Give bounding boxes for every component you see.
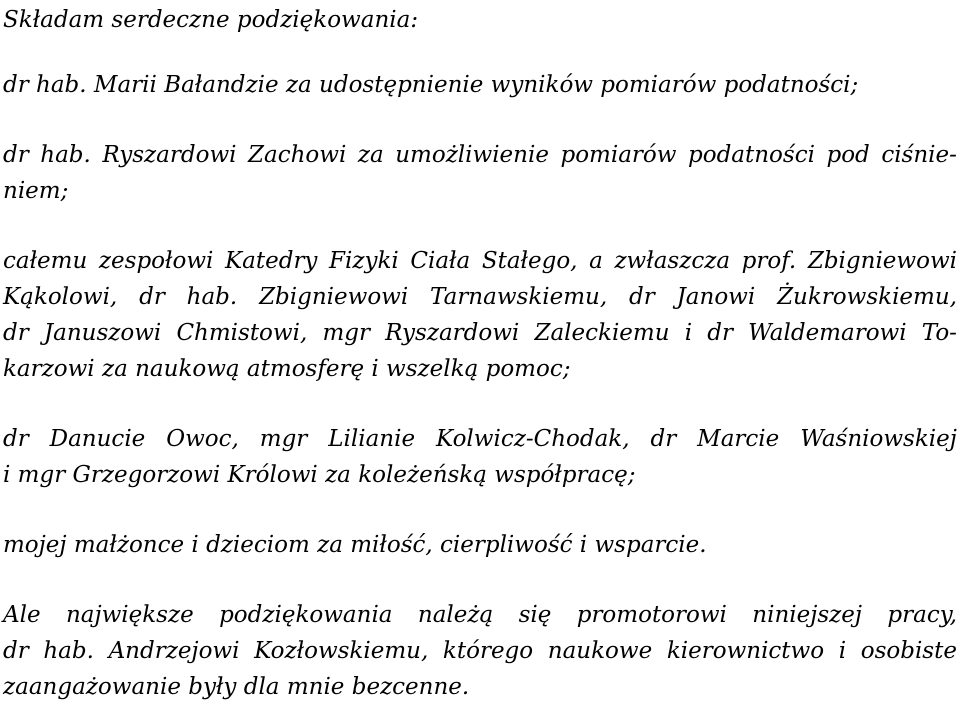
word: prof. (741, 248, 797, 274)
word: Żukrowskiemu, (777, 284, 957, 310)
word: Waśniowskiej (800, 426, 957, 452)
word: ciśnie- (881, 142, 957, 168)
word: należą (417, 602, 494, 628)
acknowledgement-line (3, 319, 957, 347)
acknowledgement-line (3, 247, 957, 275)
word: Danucie (49, 426, 146, 452)
intro-line: Składam serdeczne podziękowania: (3, 7, 419, 33)
word: dr (3, 426, 29, 452)
word: Zaleckiemu (534, 320, 670, 346)
word: mgr (322, 320, 370, 346)
word: którego (442, 638, 534, 664)
word: Lilianie (328, 426, 416, 452)
acknowledgement-line: mojej małżonce i dzieciom za miłość, cierpliwość i wsparcie. (3, 532, 707, 558)
word: Marcie (697, 426, 780, 452)
word: promotorowi (576, 602, 727, 628)
word: Ryszardowi (102, 142, 237, 168)
word: Januszowi (43, 320, 162, 346)
word: Chmistowi, (176, 320, 308, 346)
word: dr (650, 426, 677, 452)
word: Zbigniewowi (259, 284, 409, 310)
word: za (357, 142, 384, 168)
acknowledgement-line (3, 425, 957, 453)
word: pracy, (887, 602, 957, 628)
word: kierownictwo (666, 638, 825, 664)
word: Kozłowskiemu, (254, 638, 429, 664)
word: Kolwicz-Chodak, (436, 426, 630, 452)
word: dr (707, 320, 733, 346)
word: niniejszej (752, 602, 863, 628)
word: dr (139, 284, 165, 310)
word: osobiste (860, 638, 957, 664)
word: zespołowi (98, 248, 214, 274)
word: Kąkolowi, (3, 284, 118, 310)
word: umożliwienie (395, 142, 549, 168)
word: i (838, 638, 847, 664)
word: się (518, 602, 552, 628)
word: dr (3, 638, 29, 664)
word: Waldemarowi (748, 320, 907, 346)
word: hab. (40, 142, 91, 168)
word: Fizyki (329, 248, 399, 274)
word: hab. (186, 284, 238, 310)
acknowledgement-line (3, 141, 957, 169)
word: pomiarów (560, 142, 677, 168)
word: hab. (43, 638, 94, 664)
word: dr (3, 142, 29, 168)
word: Ale (3, 602, 41, 628)
word: i (684, 320, 693, 346)
word: Janowi (676, 284, 756, 310)
word: Ryszardowi (385, 320, 520, 346)
word: całemu (3, 248, 88, 274)
word: Ciała (410, 248, 471, 274)
word: Owoc, (166, 426, 239, 452)
word: Katedry (224, 248, 318, 274)
word: Andrzejowi (108, 638, 240, 664)
acknowledgement-line (3, 283, 957, 311)
acknowledgement-line: karzowi za naukową atmosferę i wszelką pomoc; (3, 356, 571, 382)
word: największe (65, 602, 194, 628)
word: zwłaszcza (614, 248, 731, 274)
word: Zachowi (248, 142, 347, 168)
acknowledgement-line (3, 637, 957, 665)
word: dr (3, 320, 29, 346)
word: podatności (688, 142, 815, 168)
word: Tarnawskiemu, (430, 284, 608, 310)
acknowledgement-line: dr hab. Marii Bałandzie za udostępnienie wyników pomiarów podatności; (3, 72, 859, 98)
word: naukowe (547, 638, 653, 664)
word: mgr (259, 426, 308, 452)
word: dr (629, 284, 655, 310)
word: To- (921, 320, 957, 346)
word: Stałego, (481, 248, 578, 274)
word: a (589, 248, 603, 274)
acknowledgement-line: i mgr Grzegorzowi Królowi za koleżeńską współpracę; (3, 462, 636, 488)
word: Zbigniewowi (807, 248, 957, 274)
acknowledgement-line: niem; (3, 178, 69, 204)
acknowledgement-line: zaangażowanie były dla mnie bezcenne. (3, 674, 470, 700)
word: podziękowania (219, 602, 393, 628)
acknowledgement-line (3, 601, 957, 629)
word: pod (826, 142, 870, 168)
